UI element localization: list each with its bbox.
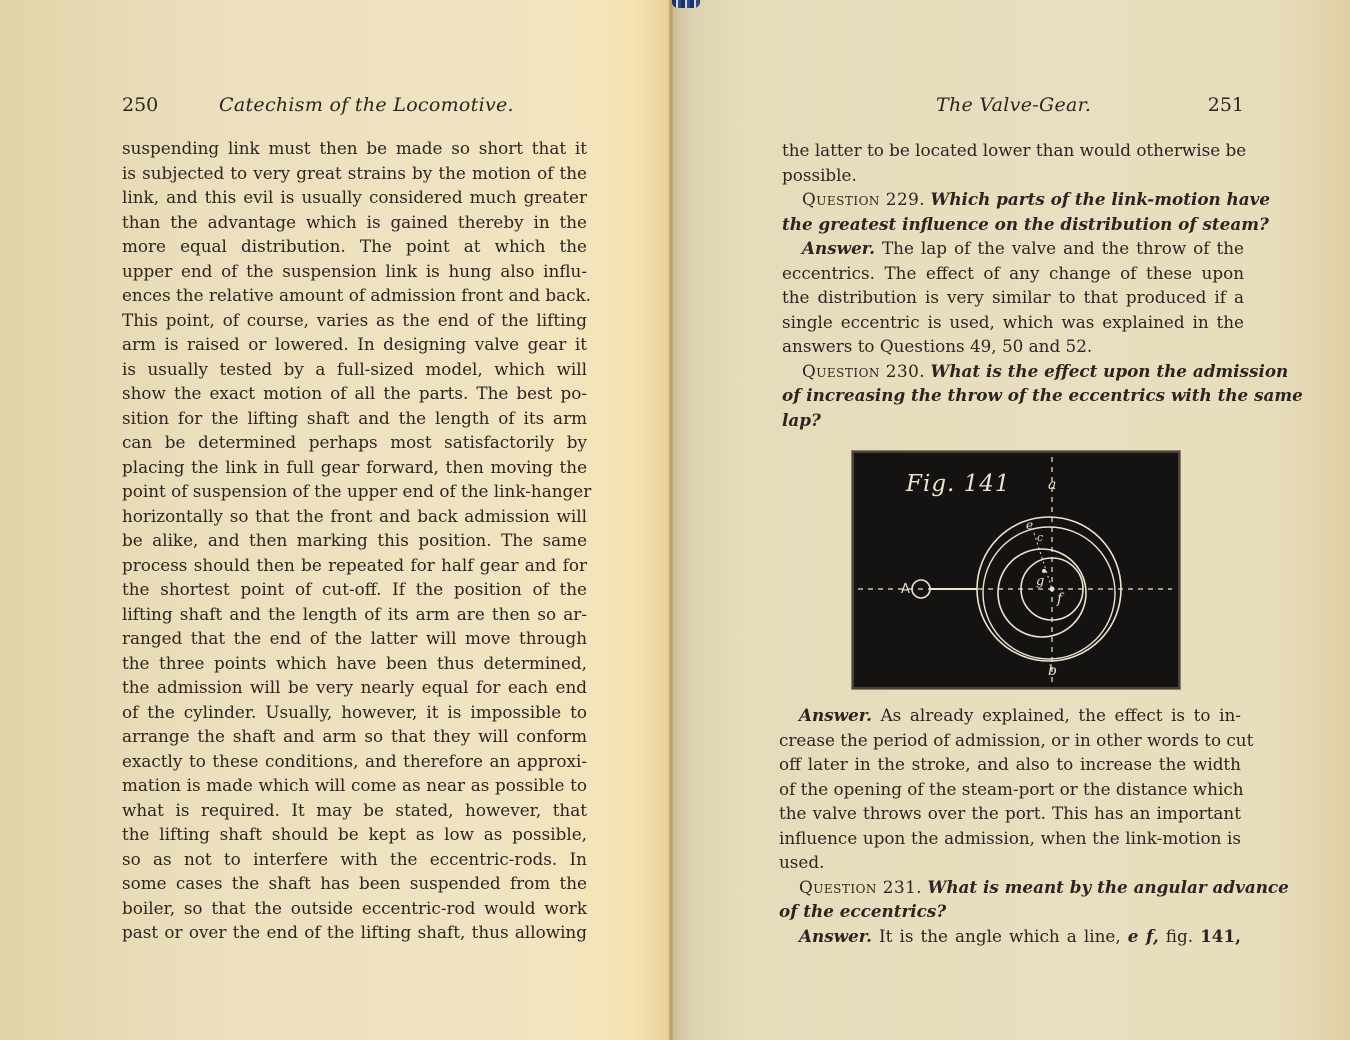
- svg-text:f: f: [1057, 591, 1063, 607]
- text-line: [779, 899, 1241, 924]
- answer-text: As already explained, the effect is to in-: [880, 705, 1241, 725]
- answer-label: Answer.: [799, 925, 872, 946]
- svg-text:e: e: [1026, 518, 1034, 532]
- text-line: answers to Questions 49, 50 and 52.: [782, 336, 1093, 356]
- question-text: What is meant by the angular advance: [927, 876, 1289, 897]
- right-running-head: [782, 93, 1244, 117]
- text-line: the distribution is very similar to that produced if a: [782, 287, 1244, 307]
- text-line: what is required. It may be stated, however, that: [122, 799, 587, 820]
- bookmark-ribbon: [672, 0, 700, 8]
- question-label: Question 230.: [802, 360, 926, 381]
- text-line: of the cylinder. Usually, however, it is impossible to: [122, 701, 587, 722]
- text-line: be alike, and then marking this position. The same: [122, 530, 587, 550]
- text-line: is usually tested by a full-sized model, which will: [122, 358, 587, 379]
- chapter-title: The Valve-Gear.: [936, 94, 1092, 116]
- right-body-text: [782, 138, 1303, 432]
- svg-text:a: a: [1048, 477, 1057, 493]
- svg-text:b: b: [1048, 663, 1057, 679]
- text-line: upper end of the suspension link is hung also influ-: [122, 260, 587, 281]
- question-text: of increasing the throw of the eccentrics with the same: [782, 385, 1303, 405]
- text-line: lifting shaft and the length of its arm are then so ar-: [122, 603, 587, 624]
- left-body-text: [122, 136, 592, 945]
- question-text: the greatest influence on the distribution of steam?: [782, 213, 1269, 234]
- answer-text: It is the angle which a line,: [879, 925, 1128, 946]
- text-line: [782, 408, 1244, 433]
- answer-text: The lap of the valve and the throw of the: [881, 238, 1244, 258]
- text-line: more equal distribution. The point at which the: [122, 236, 587, 256]
- page-number: 250: [122, 94, 159, 116]
- answer-230: [779, 703, 1241, 728]
- page-number: 251: [1207, 94, 1244, 116]
- text-line: the lifting shaft should be kept as low as possible,: [122, 824, 587, 844]
- text-line: crease the period of admission, or in other words to cut: [779, 729, 1254, 750]
- left-page: [0, 0, 672, 1040]
- text-line: influence upon the admission, when the link-motion is: [779, 827, 1241, 848]
- text-line: show the exact motion of all the parts. The best po-: [122, 383, 587, 403]
- eccentric-diagram: [854, 453, 1178, 687]
- text-line: point of suspension of the upper end of the link-hanger: [122, 481, 592, 501]
- text-line: sition for the lifting shaft and the length of its arm: [122, 407, 587, 428]
- text-line: This point, of course, varies as the end of the lifting: [122, 309, 587, 330]
- text-line: [782, 212, 1269, 237]
- text-line: [782, 383, 1303, 408]
- text-line: arm is raised or lowered. In designing valve gear it: [122, 334, 587, 354]
- book-gutter: [669, 0, 674, 1040]
- question-231: [779, 875, 1289, 900]
- text-line: can be determined perhaps most satisfactorily by: [122, 432, 587, 452]
- text-line: the admission will be very nearly equal for each end: [122, 677, 587, 697]
- question-text: lap?: [782, 409, 821, 430]
- question-label: Question 229.: [802, 189, 926, 209]
- text-line: boiler, so that the outside eccentric-rod would work: [122, 897, 587, 918]
- fig-number: 141,: [1200, 925, 1241, 946]
- svg-text:c: c: [1037, 531, 1044, 544]
- text-line: eccentrics. The effect of any change of these upon: [782, 262, 1244, 283]
- text-line: placing the link in full gear forward, then moving the: [122, 456, 587, 477]
- answer-label: Answer.: [802, 238, 875, 258]
- question-230: [782, 359, 1289, 384]
- question-229: [782, 187, 1271, 212]
- answer-label: Answer.: [799, 705, 872, 725]
- text-line: the shortest point of cut-off. If the position of the: [122, 579, 587, 599]
- text-line: used.: [779, 852, 825, 872]
- book-title: Catechism of the Locomotive.: [219, 94, 514, 116]
- text-line: past or over the end of the lifting shaft, thus allowing: [122, 922, 587, 942]
- text-line: of the opening of the steam-port or the distance which: [779, 778, 1244, 799]
- answer-231: [779, 924, 1241, 949]
- text-line: exactly to these conditions, and therefore an approxi-: [122, 750, 587, 771]
- svg-text:g: g: [1036, 574, 1045, 589]
- text-line: arrange the shaft and arm so that they will conform: [122, 726, 587, 746]
- figure-141: [852, 451, 1180, 689]
- text-line: off later in the stroke, and also to increase the width: [779, 754, 1241, 774]
- question-label: Question 231.: [799, 876, 923, 897]
- text-line: process should then be repeated for half gear and for: [122, 554, 587, 575]
- text-line: ences the relative amount of admission front and back.: [122, 285, 591, 305]
- text-line: suspending link must then be made so short that it: [122, 138, 587, 158]
- text-line: ranged that the end of the latter will move through: [122, 628, 587, 648]
- text-line: so as not to interfere with the eccentric-rods. In: [122, 848, 587, 869]
- question-text: of the eccentrics?: [779, 901, 947, 921]
- text-line: link, and this evil is usually considered much greater: [122, 187, 587, 207]
- text-line: some cases the shaft has been suspended from the: [122, 873, 587, 893]
- question-text: What is the effect upon the admission: [930, 360, 1289, 381]
- line-ef: e f,: [1127, 925, 1159, 946]
- text-line: possible.: [782, 164, 857, 185]
- text-line: the latter to be located lower than would otherwise be: [782, 140, 1247, 160]
- text-line: the three points which have been thus determined,: [122, 652, 587, 673]
- svg-text:A: A: [901, 582, 910, 597]
- question-text: Which parts of the link-motion have: [930, 189, 1271, 209]
- text-line: is subjected to very great strains by the motion of the: [122, 162, 587, 183]
- right-body-text-lower: [779, 703, 1289, 948]
- text-line: single eccentric is used, which was explained in the: [782, 311, 1244, 332]
- text-line: than the advantage which is gained thereby in the: [122, 211, 587, 232]
- answer-229: [782, 236, 1244, 261]
- text-line: horizontally so that the front and back admission will: [122, 505, 587, 526]
- figure-caption: Fig. 141: [906, 471, 1011, 497]
- text-line: the valve throws over the port. This has an important: [779, 803, 1241, 823]
- left-running-head: [122, 93, 587, 117]
- text-line: mation is made which will come as near as possible to: [122, 775, 587, 795]
- fig-ref: fig.: [1158, 925, 1201, 946]
